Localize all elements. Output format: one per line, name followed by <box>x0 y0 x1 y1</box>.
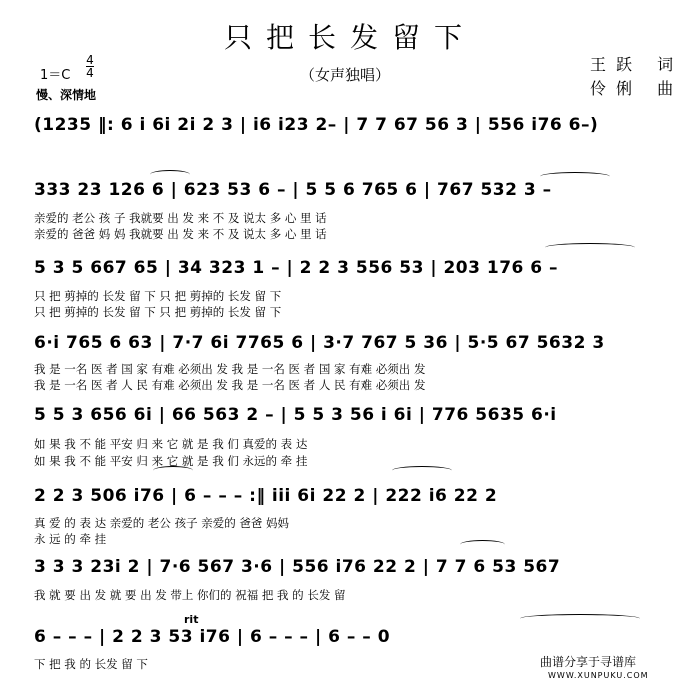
slur-mark <box>540 172 610 181</box>
score-row-1-notes: (1235 ‖: 6 i 6i 2i 2 3 | i6 i23 2– | 7 7 67 56 3 | 556 i76 6–) <box>34 115 599 135</box>
score-row-3-lyrics-2: 只 把 剪掉的 长发 留 下 只 把 剪掉的 长发 留 下 <box>34 305 282 319</box>
score-row-7-lyrics-1: 我 就 要 出 发 就 要 出 发 带上 你们的 祝福 把 我 的 长发 留 <box>34 588 346 602</box>
slur-mark <box>150 170 190 179</box>
tempo-marking: 慢、深情地 <box>36 88 97 102</box>
score-row-5-lyrics-2: 如 果 我 不 能 平安 归 来 它 就 是 我 们 永远的 牵 挂 <box>34 454 308 468</box>
footer-credit: 曲谱分享于寻谱库 <box>540 655 637 669</box>
score-row-7-notes: 3 3 3 23i 2 | 7·6 567 3·6 | 556 i76 22 2 | 7 7 6 53 567 <box>34 557 561 577</box>
ritardando-marking: rit <box>184 613 199 626</box>
score-row-2-lyrics-2: 亲爱的 爸爸 妈 妈 我就要 出 发 来 不 及 说太 多 心 里 话 <box>34 227 327 241</box>
footer-url: WWW.XUNPUKU.COM <box>548 671 649 680</box>
slur-mark <box>392 466 452 475</box>
slur-mark <box>153 466 193 475</box>
lyricist: 王跃 词 <box>590 55 684 74</box>
slur-mark <box>460 540 505 549</box>
score-row-8-notes: 6 – – – | 2 2 3 53 i76 | 6 – – – | 6 – – 0 <box>34 627 391 647</box>
page-title: 只把长发留下 <box>223 21 476 54</box>
time-top: 4 <box>86 53 94 67</box>
slur-mark <box>545 243 635 252</box>
score-row-5-notes: 5 5 3 656 6i | 66 563 2 – | 5 5 3 56 i 6i | 776 5635 6·i <box>34 405 557 425</box>
score-row-6-notes: 2 2 3 506 i76 | 6 – – – :‖ iii 6i 22 2 | 222 i6 22 2 <box>34 486 498 506</box>
score-row-2-lyrics-1: 亲爱的 老公 孩 子 我就要 出 发 来 不 及 说太 多 心 里 话 <box>34 211 327 225</box>
score-row-2-notes: 333 23 126 6 | 623 53 6 – | 5 5 6 765 6 | 767 532 3 – <box>34 180 552 200</box>
time-signature <box>86 54 94 79</box>
score-row-6-lyrics-1: 真 爱 的 表 达 亲爱的 老公 孩子 亲爱的 爸爸 妈妈 <box>34 516 290 530</box>
score-row-6-lyrics-2: 永 远 的 牵 挂 <box>34 532 107 546</box>
score-row-5-lyrics-1: 如 果 我 不 能 平安 归 来 它 就 是 我 们 真爱的 表 达 <box>34 437 308 451</box>
slur-mark <box>520 614 640 623</box>
score-row-4-notes: 6·i 765 6 63 | 7·7 6i 7765 6 | 3·7 767 5 36 | 5·5 67 5632 3 <box>34 333 605 353</box>
composer: 伶俐 曲 <box>590 79 684 98</box>
key-signature: 1＝C <box>40 68 71 83</box>
score-row-4-lyrics-2: 我 是 一名 医 者 人 民 有难 必须出 发 我 是 一名 医 者 人 民 有难 必须出 发 <box>34 378 426 392</box>
score-row-3-notes: 5 3 5 667 65 | 34 323 1 – | 2 2 3 556 53 | 203 176 6 – <box>34 258 559 278</box>
score-row-3-lyrics-1: 只 把 剪掉的 长发 留 下 只 把 剪掉的 长发 留 下 <box>34 289 282 303</box>
time-bottom: 4 <box>86 66 94 80</box>
score-row-4-lyrics-1: 我 是 一名 医 者 国 家 有难 必须出 发 我 是 一名 医 者 国 家 有难 必须出 发 <box>34 362 426 376</box>
subtitle: （女声独唱） <box>300 66 391 84</box>
score-row-8-lyrics-1: 下 把 我 的 长发 留 下 <box>34 657 148 671</box>
